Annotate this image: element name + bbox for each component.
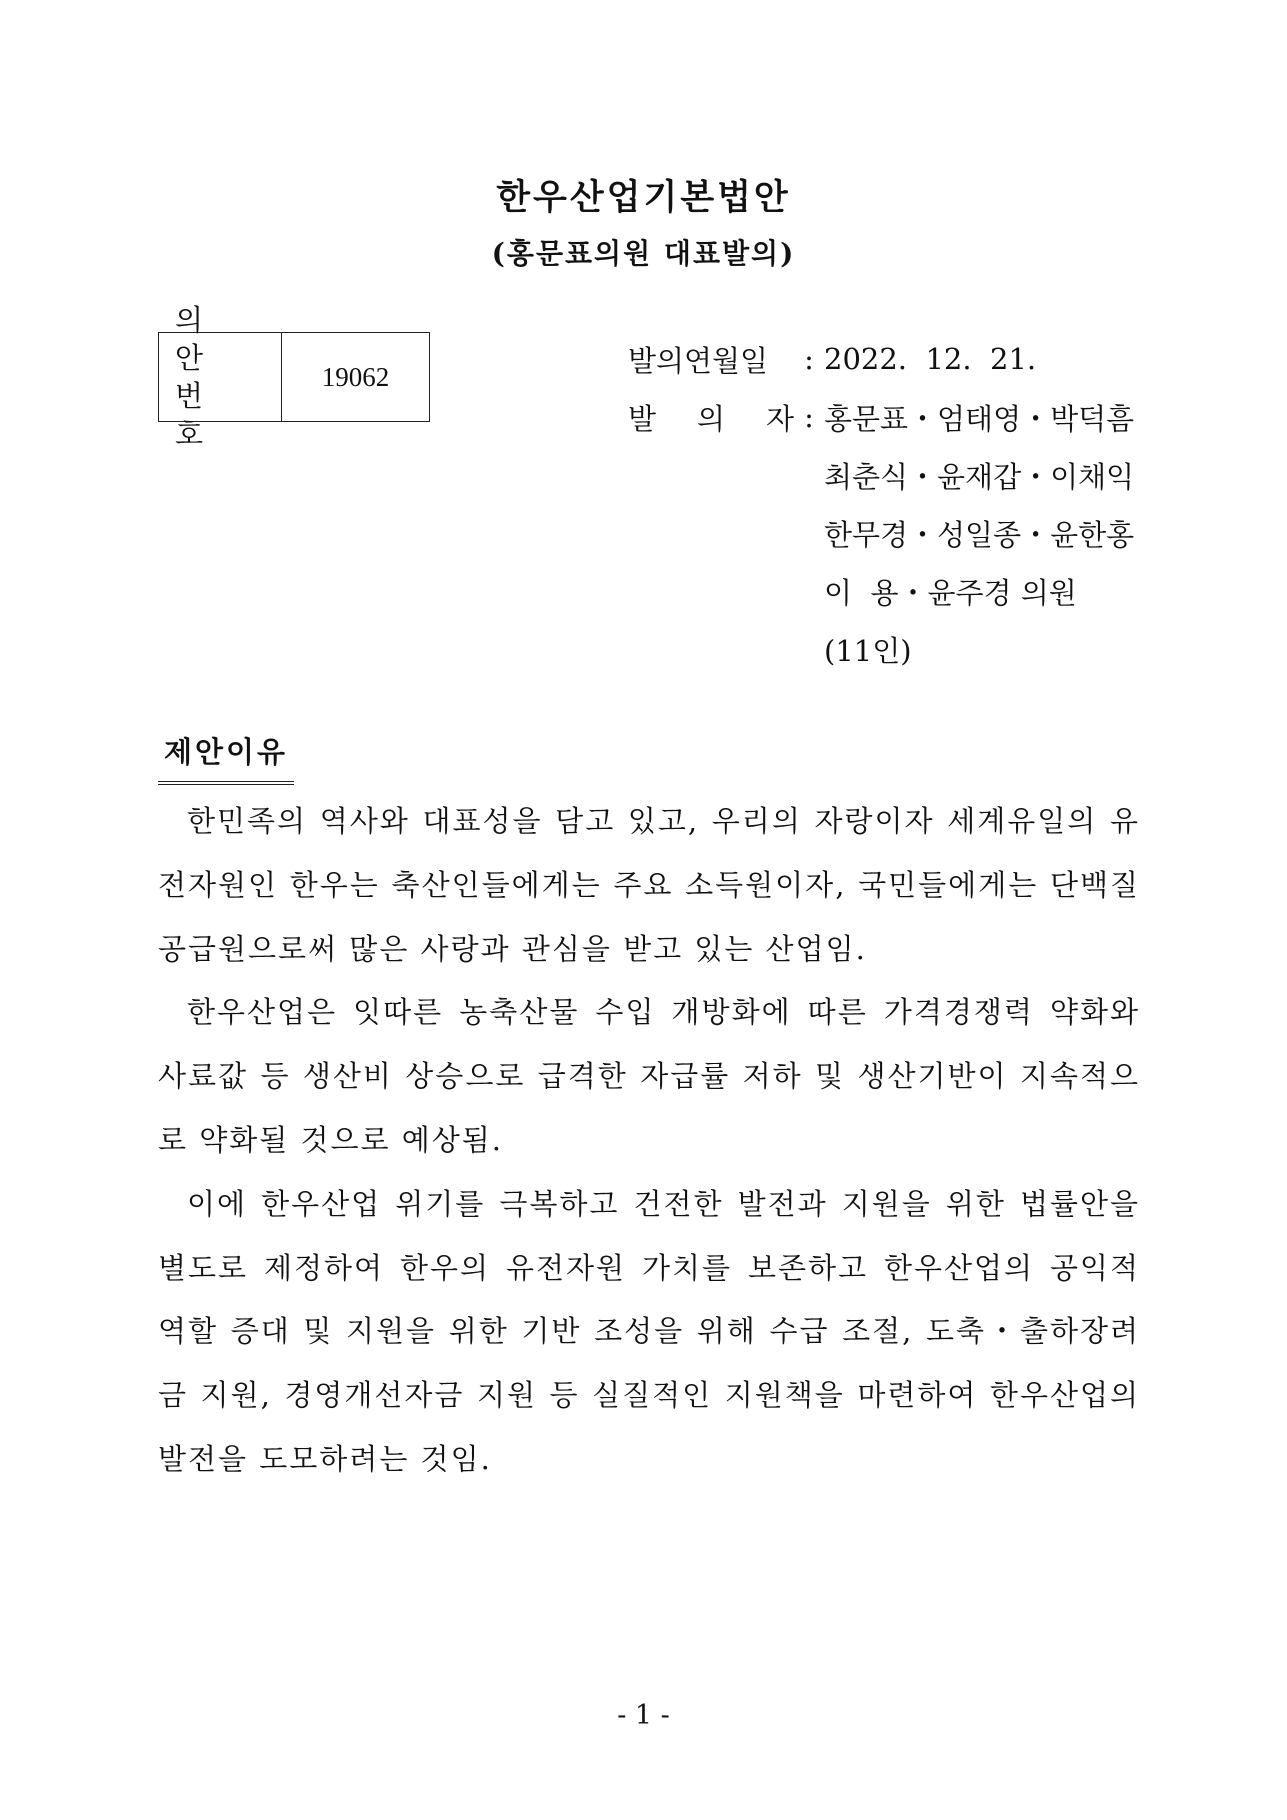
paragraph: 이에 한우산업 위기를 극복하고 건전한 발전과 지원을 위한 법률안을 별도로 제정하여 한우의 유전자원 가치를 보존하고 한우산업의 공익적 역할 증대 및 지원을 위한 기반 조성을 위해 수급 조절, 도축・출하장려금 지원, 경영개선자금 지원 등 실질적인 지원책을 마련하여 한우산업의 발전을 도모하려는 것임. [158, 1186, 1140, 1476]
proposal-date-label: 발의연월일 [628, 343, 769, 378]
proposers-row [628, 388, 1134, 446]
page-number: - 1 - [617, 1700, 670, 1731]
proposers-line: 홍문표・엄태영・박덕흠 [824, 401, 1135, 436]
proposers-label: 발 의 자 [628, 401, 794, 436]
proposers-line: 최춘식・윤재갑・이채익 [824, 459, 1135, 494]
proposers-line: 한무경・성일종・윤한홍 [824, 517, 1135, 552]
proposal-date-row [628, 330, 1134, 388]
proposers-line: 이 용・윤주경 의원 [824, 575, 1077, 610]
document-title: 한우산업기본법안 [496, 177, 791, 218]
section-heading: 제안이유 [158, 730, 294, 785]
colon: : [804, 342, 814, 376]
paragraph: 한민족의 역사와 대표성을 담고 있고, 우리의 자랑이자 세계유일의 유전자원인 한우는 축산인들에게는 주요 소득원이자, 국민들에게는 단백질 공급원으로써 많은 사랑과 관심을 받고 있는 산업임. [158, 804, 1140, 966]
bill-number-value: 19062 [321, 361, 390, 392]
proposal-date-value: 2022. 12. 21. [824, 342, 1037, 376]
paragraph: 한우산업은 잇따른 농축산물 수입 개방화에 따른 가격경쟁력 약화와 사료값 등 생산비 상승으로 급격한 자급률 저하 및 생산기반이 지속적으로 약화될 것으로 예상됨. [158, 995, 1140, 1157]
bill-number-label-line1: 의 안 [175, 303, 220, 375]
proposal-reason-body [158, 790, 1140, 1492]
document-subtitle: (홍문표의원 대표발의) [491, 237, 796, 270]
bill-number-label-line2: 번 호 [175, 379, 220, 451]
proposal-info [628, 330, 1134, 678]
colon: : [804, 400, 814, 434]
bill-number-box [158, 303, 430, 451]
bill-number-label [159, 303, 282, 451]
proposers-count: (11인) [824, 633, 912, 668]
